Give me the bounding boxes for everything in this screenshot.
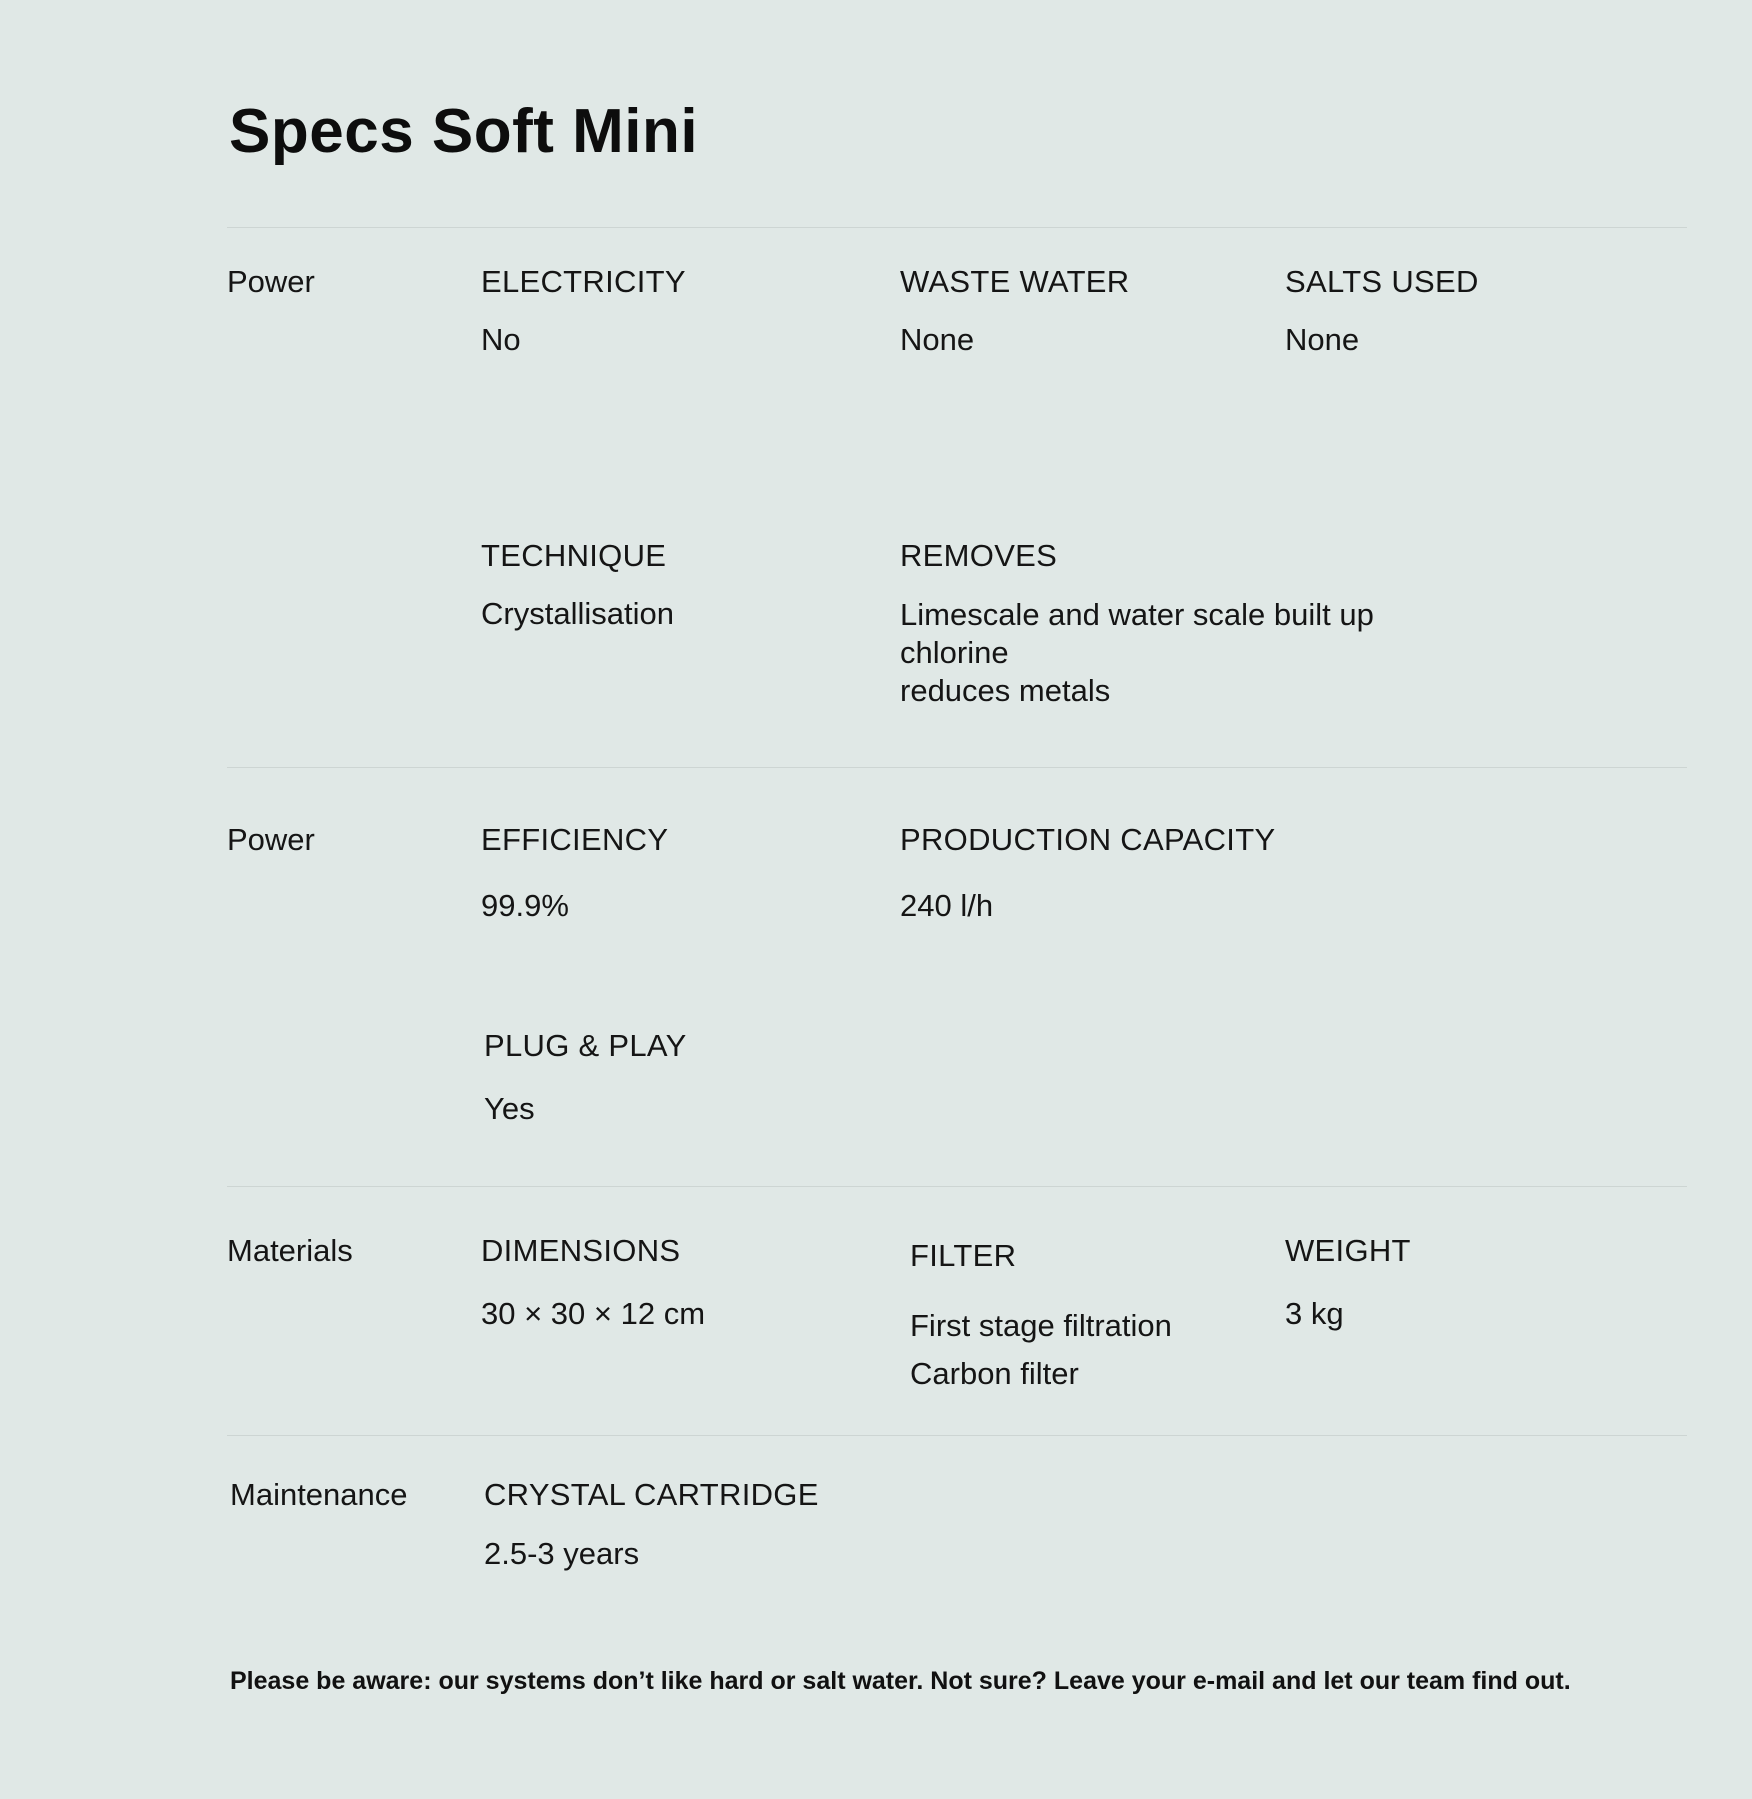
spec-value-electricity: No	[481, 322, 521, 357]
section-heading-maintenance: Maintenance	[230, 1477, 408, 1512]
spec-label-dimensions: DIMENSIONS	[481, 1233, 681, 1268]
filter-line: Carbon filter	[910, 1356, 1079, 1391]
spec-label-filter: FILTER	[910, 1238, 1017, 1273]
spec-value-filter	[910, 1302, 1172, 1398]
spec-value-dimensions: 30 × 30 × 12 cm	[481, 1296, 706, 1331]
spec-label-weight: WEIGHT	[1285, 1233, 1411, 1268]
divider	[227, 767, 1687, 768]
divider	[227, 1186, 1687, 1187]
spec-label-production-capacity: PRODUCTION CAPACITY	[900, 822, 1276, 857]
removes-line: chlorine	[900, 635, 1009, 670]
water-notice: Please be aware: our systems don’t like hard or salt water. Not sure? Leave your e-mail and let our team find out.	[230, 1667, 1571, 1695]
spec-label-salts-used: SALTS USED	[1285, 264, 1479, 299]
spec-value-waste-water: None	[900, 322, 975, 357]
divider	[227, 227, 1687, 228]
removes-line: reduces metals	[900, 673, 1111, 708]
section-heading-power: Power	[227, 822, 315, 857]
spec-label-waste-water: WASTE WATER	[900, 264, 1130, 299]
spec-value-weight: 3 kg	[1285, 1296, 1344, 1331]
spec-label-removes: REMOVES	[900, 538, 1058, 573]
divider	[227, 1435, 1687, 1436]
spec-value-removes	[900, 596, 1374, 710]
spec-label-technique: TECHNIQUE	[481, 538, 667, 573]
page-title: Specs Soft Mini	[229, 97, 699, 166]
spec-value-salts-used: None	[1285, 322, 1360, 357]
spec-value-crystal-cartridge: 2.5-3 years	[484, 1536, 640, 1571]
spec-value-plug-play: Yes	[484, 1091, 535, 1126]
removes-line: Limescale and water scale built up	[900, 597, 1374, 632]
section-heading-materials: Materials	[227, 1233, 353, 1268]
spec-value-technique: Crystallisation	[481, 596, 674, 631]
spec-label-crystal-cartridge: CRYSTAL CARTRIDGE	[484, 1477, 819, 1512]
spec-label-plug-play: PLUG & PLAY	[484, 1028, 687, 1063]
spec-value-efficiency: 99.9%	[481, 888, 569, 923]
section-heading-power: Power	[227, 264, 315, 299]
spec-label-efficiency: EFFICIENCY	[481, 822, 669, 857]
filter-line: First stage filtration	[910, 1308, 1172, 1343]
spec-value-production-capacity: 240 l/h	[900, 888, 994, 923]
spec-label-electricity: ELECTRICITY	[481, 264, 686, 299]
